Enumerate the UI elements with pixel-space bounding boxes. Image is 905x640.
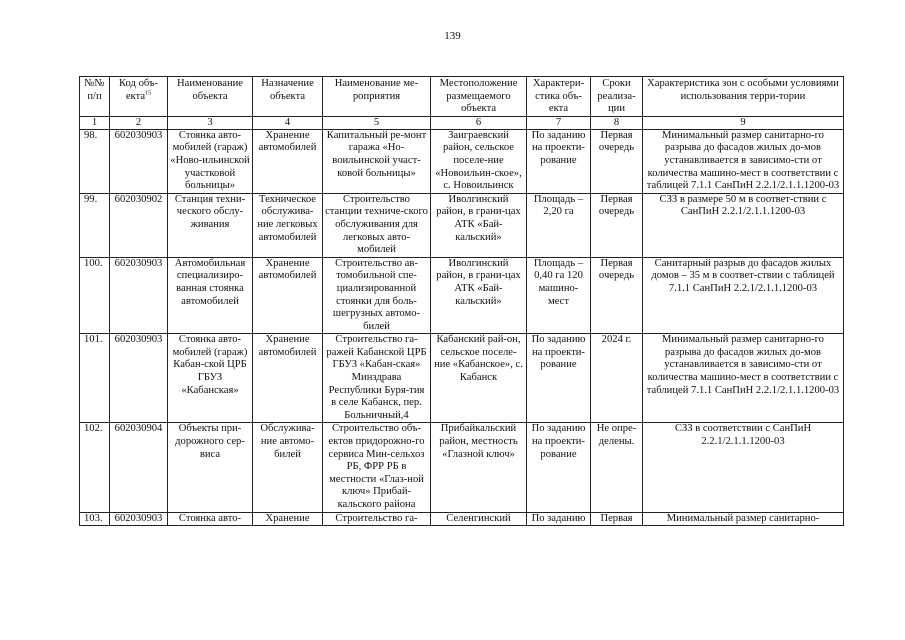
object-code: 602030903 [110, 129, 168, 193]
table-row [80, 334, 844, 423]
zone-characteristics: СЗЗ в размере 50 м в соответ-ствии с СанПиН 2.2.1/2.1.1.1200-03 [643, 193, 844, 257]
column-number: 5 [323, 116, 431, 129]
object-name: Объекты при-дорожного сер-виса [168, 423, 253, 512]
activity-name: Строительство ав-томобильной спе-циализированной стоянки для боль-шегрузных автомо-билей [323, 257, 431, 334]
column-number: 7 [527, 116, 591, 129]
table-row [80, 257, 844, 334]
column-number: 2 [110, 116, 168, 129]
header-cell-activity: Наименование ме-роприятия [323, 77, 431, 117]
zone-characteristics: Минимальный размер санитарно-го разрыва до фасадов жилых до-мов устанавливается в зависимо-сти от количества машино-мест в соответствии с таблицей 7.1.1 СанПиН 2.2.1/2.1.1.1200-03 [643, 129, 844, 193]
row-number: 99. [80, 193, 110, 257]
object-code: 602030903 [110, 512, 168, 526]
header-cell-object-name: Наименование объекта [168, 77, 253, 117]
activity-name: Строительство станции техниче-ского обслуживания для легковых авто-мобилей [323, 193, 431, 257]
object-location: Кабанский рай-он, сельское поселе-ние «Кабанское», с. Кабанск [431, 334, 527, 423]
row-number: 102. [80, 423, 110, 512]
object-characteristics: По заданию на проекти-рование [527, 334, 591, 423]
table-row [80, 512, 844, 526]
object-purpose: Хранение [253, 512, 323, 526]
object-characteristics: По заданию на проекти-рование [527, 129, 591, 193]
column-number: 1 [80, 116, 110, 129]
header-cell-zones: Характеристика зон с особыми условиями использования терри-тории [643, 77, 844, 117]
object-code: 602030902 [110, 193, 168, 257]
implementation-timeline: Первая очередь [591, 257, 643, 334]
activity-name: Капитальный ре-монт гаража «Но-воильинской участ-ковой больницы» [323, 129, 431, 193]
object-characteristics: По заданию [527, 512, 591, 526]
header-cell-timeline: Сроки реализа-ции [591, 77, 643, 117]
page-number: 139 [444, 30, 461, 42]
object-purpose: Обслужива-ние автомо-билей [253, 423, 323, 512]
implementation-timeline: Первая очередь [591, 193, 643, 257]
object-characteristics: Площадь – 2,20 га [527, 193, 591, 257]
implementation-timeline: Первая [591, 512, 643, 526]
object-name: Станция техни-ческого обслу-живания [168, 193, 253, 257]
column-number: 8 [591, 116, 643, 129]
activity-name: Строительство объ-ектов придорожно-го сервиса Мин-сельхоз РБ, ФРР РБ в местности «Глаз-ной ключ» Прибай-кальского района [323, 423, 431, 512]
column-number: 4 [253, 116, 323, 129]
implementation-timeline: 2024 г. [591, 334, 643, 423]
object-location: Заиграевский район, сельское поселе-ние «Новоильин-ское», с. Новоильинск [431, 129, 527, 193]
object-location: Иволгинский район, в грани-цах АТК «Бай-кальский» [431, 257, 527, 334]
object-characteristics: По заданию на проекти-рование [527, 423, 591, 512]
column-number-row [80, 116, 844, 129]
object-name: Стоянка авто- [168, 512, 253, 526]
table-row [80, 129, 844, 193]
object-purpose: Техническое обслужива-ние легковых автомобилей [253, 193, 323, 257]
row-number: 100. [80, 257, 110, 334]
zone-characteristics: Минимальный размер санитарно-го разрыва до фасадов жилых до-мов устанавливается в зависимо-сти от количества машино-мест в соответствии с таблицей 7.1.1 СанПиН 2.2.1/2.1.1.1200-03 [643, 334, 844, 423]
zone-characteristics: Санитарный разрыв до фасадов жилых домов – 35 м в соответ-ствии с таблицей 7.1.1 СанПиН 2.2.1/2.1.1.1200-03 [643, 257, 844, 334]
activity-name: Строительство га-ражей Кабанской ЦРБ ГБУЗ «Кабан-ская» Минздрава Республики Буря-тия в селе Кабанск, пер. Больничный,4 [323, 334, 431, 423]
object-purpose: Хранение автомобилей [253, 334, 323, 423]
implementation-timeline: Не опре-делены. [591, 423, 643, 512]
object-code: 602030904 [110, 423, 168, 512]
footnote-marker: 15 [145, 90, 152, 97]
object-characteristics: Площадь – 0,40 га 120 машино-мест [527, 257, 591, 334]
object-location: Прибайкальский район, местность «Глазной ключ» [431, 423, 527, 512]
object-name: Автомобильная специализиро-ванная стоянка автомобилей [168, 257, 253, 334]
object-name: Стоянка авто-мобилей (гараж) Кабан-ской ЦРБ ГБУЗ «Кабанская» [168, 334, 253, 423]
row-number: 103. [80, 512, 110, 526]
header-cell-number: №№ п/п [80, 77, 110, 117]
zone-characteristics: Минимальный размер санитарно- [643, 512, 844, 526]
column-number: 9 [643, 116, 844, 129]
activity-name: Строительство га- [323, 512, 431, 526]
header-cell-code: Код объ-екта$^{15}$ [110, 77, 168, 117]
object-location: Селенгинский [431, 512, 527, 526]
object-code: 602030903 [110, 334, 168, 423]
zone-characteristics: СЗЗ в соответствии с СанПиН 2.2.1/2.1.1.1200-03 [643, 423, 844, 512]
object-name: Стоянка авто-мобилей (гараж) «Ново-ильинской участковой больницы» [168, 129, 253, 193]
object-purpose: Хранение автомобилей [253, 257, 323, 334]
object-code: 602030903 [110, 257, 168, 334]
column-number: 6 [431, 116, 527, 129]
planned-objects-table [79, 76, 844, 526]
header-cell-purpose: Назначение объекта [253, 77, 323, 117]
row-number: 98. [80, 129, 110, 193]
table-header-row [80, 77, 844, 117]
object-purpose: Хранение автомобилей [253, 129, 323, 193]
object-location: Иволгинский район, в грани-цах АТК «Бай-кальский» [431, 193, 527, 257]
implementation-timeline: Первая очередь [591, 129, 643, 193]
header-cell-characteristics: Характери-стика объ-екта [527, 77, 591, 117]
column-number: 3 [168, 116, 253, 129]
table-row [80, 423, 844, 512]
header-cell-location: Местоположение размещаемого объекта [431, 77, 527, 117]
row-number: 101. [80, 334, 110, 423]
table-row [80, 193, 844, 257]
